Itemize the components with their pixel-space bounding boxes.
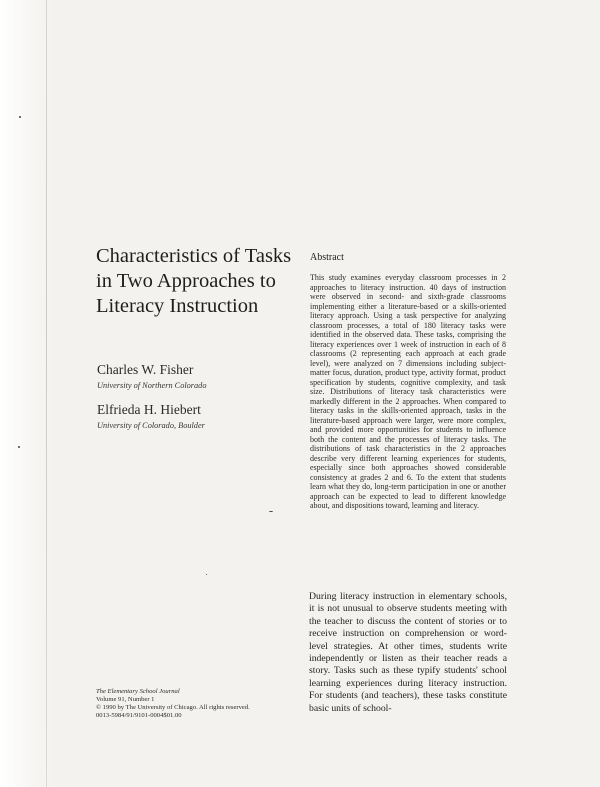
binding-fold-line (46, 0, 47, 787)
journal-copyright: © 1990 by The University of Chicago. All rights reserved. (96, 704, 250, 711)
scan-speck (18, 446, 20, 448)
scan-speck (269, 511, 273, 512)
body-paragraph: During literacy instruction in elementary schools, it is not unusual to observe students meeting with the teacher to discuss the content of stories or to receive instruction on comprehension or word-level strategies. At other times, students write independently or listen as their teacher reads a story. Tasks such as these typify students' school learning experiences during literacy instruction. For students (and teachers), these tasks constitute basic units of school- (309, 591, 507, 714)
author-affiliation: University of Northern Colorado (97, 381, 207, 390)
abstract-heading: Abstract (310, 252, 344, 263)
article-title: Characteristics of Tasks in Two Approaches to Literacy Instruction (96, 245, 292, 317)
page-edge-shadow (0, 0, 60, 787)
journal-info (96, 688, 296, 720)
journal-volume: Volume 91, Number 1 (96, 696, 155, 703)
journal-code: 0013-5984/91/9101-0004$01.00 (96, 712, 182, 719)
author-name: Elfrieda H. Hiebert (97, 402, 201, 417)
author-name: Charles W. Fisher (97, 362, 194, 377)
scan-speck (206, 574, 207, 575)
journal-name: The Elementary School Journal (96, 688, 180, 695)
scan-speck (19, 116, 21, 118)
author-affiliation: University of Colorado, Boulder (97, 421, 205, 430)
abstract-text: This study examines everyday classroom processes in 2 approaches to literacy instruction. 40 days of instruction were observed in second- and sixth-grade classrooms implementing either a literature-based or a skills-oriented literacy approach. Using a task perspective for analyzing classroom processes, a total of 180 literacy tasks were identified in the observed data. These tasks, comprising the literacy experiences over 1 week of instruction in each of 8 classrooms (2 representing each approach at each grade level), were analyzed on 7 dimensions including subject-matter focus, duration, product type, activity format, product specification by students, cognitive complexity, and task size. Distributions of literacy task characteristics were markedly different in the 2 approaches. When compared to literacy tasks in the skills-oriented approach, tasks in the literature-based approach were larger, were more complex, and provided more opportunities for students to influence both the content and the processes of literacy tasks. The distributions of task characteristics in the 2 approaches describe very different learning experiences for students, especially since both approaches showed considerable consistency at grades 2 and 6. To the extent that students learn what they do, long-term participation in one or another approach can be expected to lead to different knowledge about, and dispositions toward, learning and literacy. (310, 273, 506, 510)
